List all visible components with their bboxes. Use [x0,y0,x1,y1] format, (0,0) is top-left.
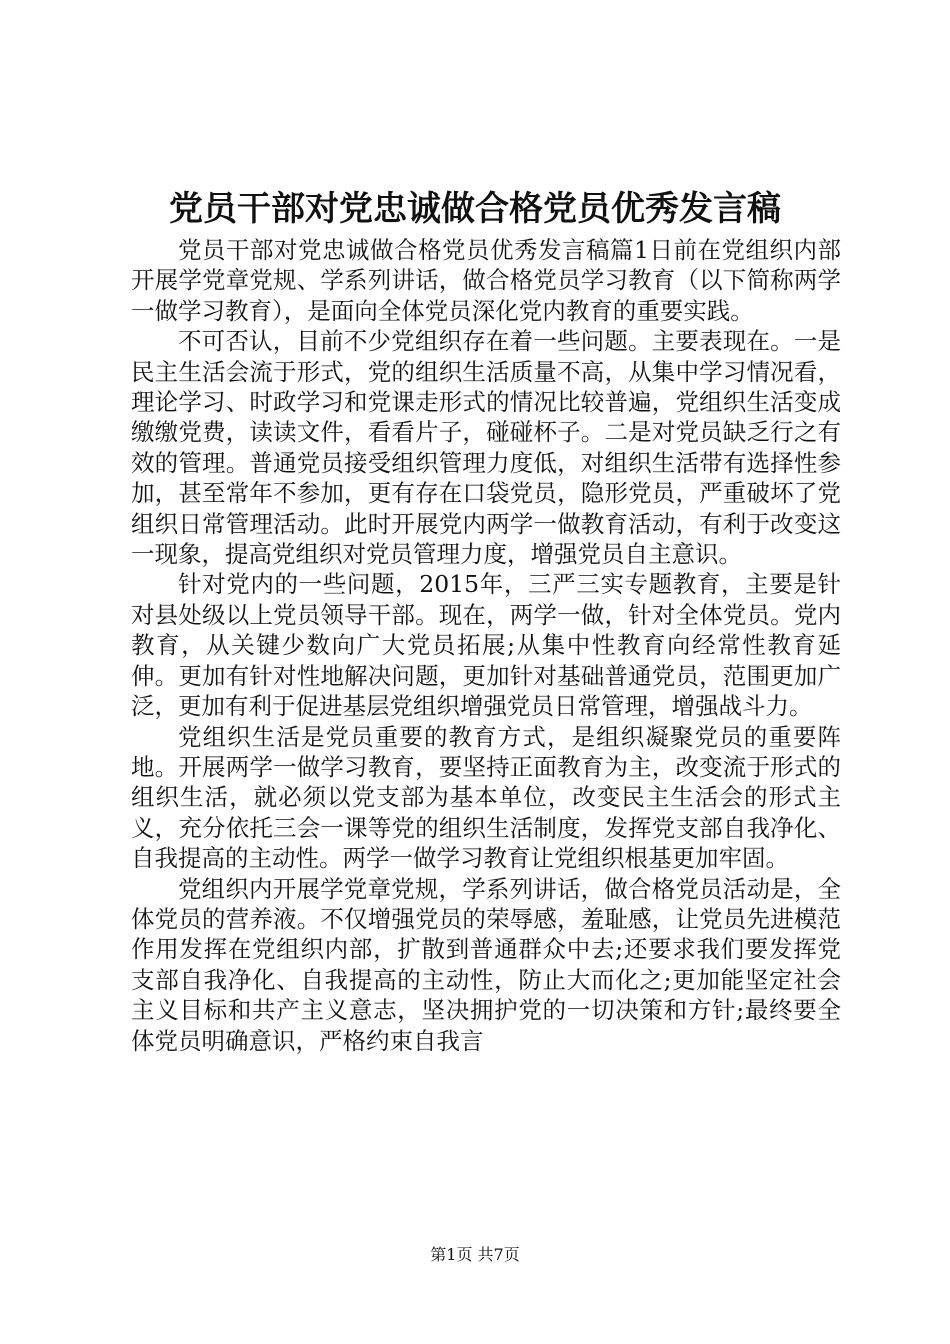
document-title: 党员干部对党忠诚做合格党员优秀发言稿 [169,189,781,229]
paragraph-4: 党组织生活是党员重要的教育方式，是组织凝聚党员的重要阵地。开展两学一做学习教育，要坚持正面教育为主，改变流于形式的组织生活，就必须以党支部为基本单位，改变民主生活会的形式主义，充分依托三会一课等党的组织生活制度，发挥党支部自我净化、自我提高的主动性。两学一做学习教育让党组织根基更加牢固。 [131,722,841,873]
page-footer: 第1页 共7页 [430,1245,520,1264]
paragraph-1: 党员干部对党忠诚做合格党员优秀发言稿篇1日前在党组织内部开展学党章党规、学系列讲话，做合格党员学习教育（以下简称两学一做学习教育），是面向全体党员深化党内教育的重要实践。 [131,236,841,325]
paragraph-2: 不可否认，目前不少党组织存在着一些问题。主要表现在。一是民主生活会流于形式，党的组织生活质量不高，从集中学习情况看，理论学习、时政学习和党课走形式的情况比较普遍，党组织生活变成缴缴党费，读读文件，看看片子，碰碰杯子。二是对党员缺乏行之有效的管理。普通党员接受组织管理力度低，对组织生活带有选择性参加，甚至常年不参加，更有存在口袋党员，隐形党员，严重破坏了党组织日常管理活动。此时开展党内两学一做教育活动，有利于改变这一现象，提高党组织对党员管理力度，增强党员自主意识。 [131,327,841,569]
paragraph-5: 党组织内开展学党章党规，学系列讲话，做合格党员活动是，全体党员的营养液。不仅增强党员的荣辱感，羞耻感，让党员先进模范作用发挥在党组织内部，扩散到普通群众中去;还要求我们要发挥党支部自我净化、自我提高的主动性，防止大而化之;更加能坚定社会主义目标和共产主义意志，坚决拥护党的一切决策和方针;最终要全体党员明确意识，严格约束自我言 [131,874,841,1055]
document-body [131,235,841,1056]
paragraph-3: 针对党内的一些问题，2015年，三严三实专题教育，主要是针对县处级以上党员领导干部。现在，两学一做，针对全体党员。党内教育，从关键少数向广大党员拓展;从集中性教育向经常性教育延伸。更加有针对性地解决问题，更加针对基础普通党员，范围更加广泛，更加有利于促进基层党组织增强党员日常管理，增强战斗力。 [131,570,841,721]
